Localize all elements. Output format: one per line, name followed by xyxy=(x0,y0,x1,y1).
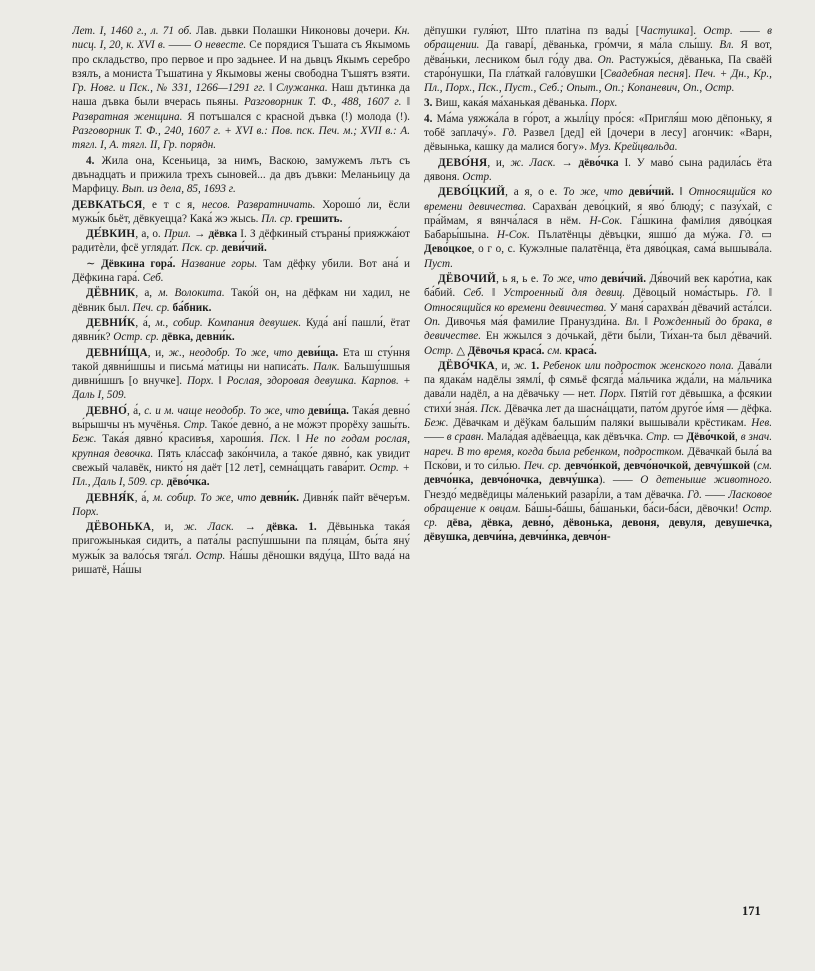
entry-italic: —— О детеныше животного. xyxy=(612,474,772,487)
entry-bold: 1. xyxy=(530,359,540,372)
dictionary-entry xyxy=(424,359,772,545)
entry-italic: Нев. —— в сравн. xyxy=(424,417,772,444)
headword: ДЁВНИК xyxy=(86,287,136,300)
entry-italic: Остр. ср. xyxy=(113,331,159,344)
entry-text: Га́шкина фамілия дяво́цкая Бабары́шына. xyxy=(424,214,772,242)
entry-text: Така́я девно́ вы́рышчы нъ мучёнья. xyxy=(72,404,410,432)
entry-text: Мала́дая адёва́ецца, как дёвъчка. xyxy=(483,431,646,444)
entry-text: , а, xyxy=(135,287,159,300)
entry-text: ]. xyxy=(689,25,704,37)
entry-italic: Палк. xyxy=(313,360,340,373)
entry-italic: Развратная женщина. xyxy=(72,110,183,123)
entry-italic: ж., неодобр. То же, что xyxy=(168,346,293,359)
entry-bold: дёво́чка. xyxy=(166,476,210,489)
entry-text: Дивня́к пайт вёчеръм. xyxy=(299,491,410,504)
entry-text: Пятій гот дёвышка, а фсякии стихи́ зна́я. xyxy=(424,388,772,415)
entry-bold: 3. xyxy=(424,97,433,110)
entry-text: Гнездо́ медвёдицы ма́ленький разарі́ли, а там дёвачка. xyxy=(424,488,688,501)
entry-bold: дёво́чка xyxy=(578,156,619,169)
dictionary-entry xyxy=(72,346,410,403)
entry-italic: Свадебная песня xyxy=(603,67,685,80)
dictionary-entry xyxy=(424,272,772,358)
page-number: 171 xyxy=(742,904,761,918)
headword: ДЕВНИ́ЩА xyxy=(86,346,148,359)
entry-text: Тако́е девно́, а не мо́жэт прорёху зашы́ть. xyxy=(207,419,410,432)
entry-italic: Порх. xyxy=(186,375,214,388)
entry-italic: Муз. Крейцвальда. xyxy=(589,141,678,154)
entry-text: ‖ xyxy=(760,287,772,300)
entry-bold: краса́. xyxy=(564,344,597,357)
entry-bold: деви́ща. xyxy=(308,404,349,417)
entry-text: Да гаварі́, дёванька, гро́мчи, я ма́ла слы́шу. xyxy=(479,39,720,52)
entry-italic: Не по годам рослая, крупная девочка. xyxy=(72,433,410,460)
headword: ДЕВО́НЯ xyxy=(438,156,488,169)
entry-italic: м. Волокита. xyxy=(158,287,225,300)
entry-text: ‖ xyxy=(401,96,410,109)
entry-text: , и, xyxy=(147,346,169,359)
entry-italic: Пуст. xyxy=(424,257,454,270)
entry-italic: Остр. xyxy=(195,549,226,562)
entry-text: Пълатёнцы дёвъцки, яшшо́ да му́жа. xyxy=(529,229,739,242)
entry-italic: м., собир. Компания девушек. xyxy=(155,316,302,329)
entry-text: ( xyxy=(750,459,758,472)
entry-italic: Рослая, здоровая девушка. xyxy=(226,375,357,388)
entry-text: , а, о. xyxy=(135,228,164,241)
entry-text: Ен жжылся з до́чькай, дёти бы́ли, Ти́хан-та был дёвачий. xyxy=(481,330,772,343)
entry-bold: деви́чий. xyxy=(628,186,674,199)
entry-italic: Остр. xyxy=(462,170,492,183)
entry-text: I. У маво́ сына радила́сь ёта дявоня. xyxy=(424,156,772,183)
entry-italic: Ребенок или подросток женского пола. xyxy=(542,359,734,372)
entry-text: ]. xyxy=(684,67,695,80)
entry-bold: Дево́цкое xyxy=(424,243,472,256)
entry-italic: Порх. xyxy=(599,388,627,401)
entry-italic: м. собир. То же, что xyxy=(152,491,257,504)
entry-italic: Н-Сок. xyxy=(496,229,530,242)
entry-text: , и, xyxy=(487,156,511,169)
entry-bold: девчо́нкой, девчо́ночкой, девчу́шкой xyxy=(564,459,751,472)
entry-italic: Пск. ср. xyxy=(181,242,219,255)
entry-italic: Даль I, 509. xyxy=(72,389,127,402)
entry-bold: девни́к. xyxy=(260,491,300,504)
dictionary-entry xyxy=(72,227,410,256)
entry-text: , а́, xyxy=(134,491,153,504)
entry-text: I. З дёфкиный стъраны́ прияжжа́ют радитѐли, фсё угляда́т. xyxy=(72,228,410,255)
entry-italic: О невесте. xyxy=(194,39,247,52)
entry-italic: Оп. xyxy=(424,315,441,328)
entry-bold: 1. xyxy=(308,521,317,534)
dictionary-entry xyxy=(72,24,410,153)
entry-italic: см. xyxy=(547,344,563,357)
entry-italic: Разговорник Т. Ф., 240, 1607 г. + XVI в.: Пов. пск. Печ. м.; XVII в.: А. тягл. I, А. тягл. II, Гр. порядн. xyxy=(72,125,410,152)
entry-text: Там дёфку убили. Вот ана́ и Дёфкина гара́. xyxy=(72,257,410,285)
dictionary-entry xyxy=(72,198,410,227)
entry-italic: Лет. I, 1460 г., л. 71 об. xyxy=(72,25,192,37)
dictionary-entry xyxy=(72,257,410,286)
left-column xyxy=(72,24,410,930)
entry-text: + xyxy=(398,375,410,388)
entry-italic: Разговорник Т. Ф., 488, 1607 г. xyxy=(243,96,402,109)
entry-text: ‖ xyxy=(639,315,654,328)
entry-italic: Остр. —— в обращении. xyxy=(424,25,772,52)
entry-italic: Кн. писц. I, 20, к. XVI в. xyxy=(72,25,410,52)
entry-bold: дёва, дёвка, девно́, дёвонька, девоня, девуля, девушечка, дёвушка, девчи́на, девчи́нка, девчо́н- xyxy=(424,517,772,544)
entry-text: , и, xyxy=(494,359,514,372)
entry-text: У маня́ сарахва́н дёвачий аста́лси. xyxy=(606,301,772,314)
entry-text: Хорошо́ ли, ёсли мужы́к бьёт, дёвкуецца? Кака́ жэ жысь. xyxy=(72,198,410,225)
entry-text xyxy=(298,521,309,533)
entry-text: ‖ xyxy=(483,287,504,300)
entry-text: ‖ xyxy=(673,186,689,199)
entry-text: → xyxy=(555,156,579,169)
entry-bold: дёвка xyxy=(208,228,238,241)
entry-bold: Дёво́чкой xyxy=(686,431,736,444)
entry-text: Дёвачкай была́ ва Пско́ви, и то си́лью. xyxy=(424,445,772,472)
entry-text: Ба́шы-ба́шы, ба́шаньки, ба́си-ба́си, дёвочки! xyxy=(520,502,743,515)
entry-bold: деви́чий. xyxy=(600,273,647,286)
headword: ДЁВОНЬКА xyxy=(86,521,152,534)
entry-text: → xyxy=(233,521,267,534)
entry-text: —— xyxy=(165,39,195,52)
dictionary-entry xyxy=(72,404,410,490)
entry-text: Дава́ли па ядака́м надёлы зямлі́, ф сямьё фсягда́ ма́льчика жда́ли, на ма́льчика дава́ли надёл, а на дёвачьку — нет. xyxy=(424,359,772,401)
entry-italic: Н-Сок. xyxy=(589,214,623,227)
entry-italic: Гр. Новг. и Пск., № 331, 1266—1291 гг. xyxy=(72,82,266,95)
entry-text: , а́, xyxy=(127,404,145,417)
entry-bold: деви́чий. xyxy=(221,242,267,255)
entry-italic: Порх. xyxy=(72,505,99,518)
entry-bold: Дёвкина гора́. xyxy=(101,257,176,270)
entry-italic: Печ. ср. xyxy=(132,301,170,314)
entry-italic: Пск. xyxy=(269,433,291,446)
entry-bold: грешить. xyxy=(296,212,343,225)
entry-italic: Стр. xyxy=(183,419,208,432)
entry-text: Я потъшался с красной дъвка (!) молода (!). xyxy=(182,110,410,123)
entry-text: Развел [дед] ей [дочери в лесу] агончик: «Варн, дёвынька, кашку да малися богу». xyxy=(424,127,772,154)
entry-text: Растужы́ся, дёванька, Па сваёй старо́нушки, Па гла́ткай гало́вушки [ xyxy=(424,53,772,80)
entry-italic: Вл. xyxy=(719,39,734,52)
entry-italic: Частушка xyxy=(639,25,690,37)
entry-italic: Рожденный до брака, в девичестве. xyxy=(424,315,772,343)
dictionary-entry xyxy=(424,112,772,155)
entry-text: Пять кла́ссаф зако́нчила, а тако́е дявно́, как увидит свежый чалавёк, никто́ ня даёт [12 лет], семна́ццать гава́рит. xyxy=(72,447,410,474)
entry-italic: То же, что xyxy=(563,186,623,199)
entry-italic: с. и м. чаще неодобр. То же, что xyxy=(144,404,305,417)
entry-italic: Относящийся ко времени девичества. xyxy=(424,186,772,213)
entry-italic: Относящийся ко времени девичества. xyxy=(424,301,607,314)
entry-italic: Остр. ср. xyxy=(424,502,772,530)
entry-italic: Служанка. xyxy=(276,82,328,95)
entry-text: Виш, кака́я ма́ханькая дёванька. xyxy=(432,97,591,110)
entry-italic: Вып. из дела, 85, 1693 г. xyxy=(121,183,236,196)
entry-text: ▭ xyxy=(753,229,772,242)
dictionary-entry xyxy=(72,491,410,520)
entry-text: Ета ш сту́ння такой дявни́шшы и письма́ ма́тицы ни написа́ть. xyxy=(72,346,410,373)
headword: ДЕВНЯ́К xyxy=(86,491,135,504)
entry-bold: Дёвочья краса́. xyxy=(467,344,545,357)
entry-italic: Беж. xyxy=(72,433,97,446)
dictionary-entry xyxy=(72,316,410,345)
entry-text: Дёвынька така́я пригожынькая сидить, а пата́лы распу́шшыни па пляца́м, бы́та яну́ мужы́к за вало́сья тяга́л. xyxy=(72,521,410,562)
entry-text: Дя́вочий век каро́тиа, как ба́бий. xyxy=(424,273,772,300)
entry-text: ▭ xyxy=(670,431,687,444)
entry-text: , а́, xyxy=(135,316,156,329)
entry-italic: Карпов. xyxy=(361,375,399,388)
entry-italic: Остр. xyxy=(424,344,454,357)
entry-italic: Себ. xyxy=(463,287,484,300)
entry-italic: ж. Ласк. xyxy=(184,521,234,534)
entry-text: Ма́ма уяжжа́ла в го́рот, а жылі́цу про́ся: «Пригля́ш мою дёпоньку, я тобё заплачу́». xyxy=(424,112,772,140)
entry-text: Жила она, Ксеньица, за нимъ, Васкою, замужемъ лътъ съ двънадцать и прижила трехъ сыновей... да двъ дъвки: Меланьицу да Марфицу. xyxy=(72,154,410,196)
entry-text: дёпушки гуля́ют, Што платіна пз вады́ [ xyxy=(424,25,640,37)
entry-text: ). xyxy=(598,474,613,487)
dictionary-entry xyxy=(424,185,772,271)
entry-bold: дёвка, девни́к. xyxy=(161,331,235,344)
entry-text: , а я, о е. xyxy=(505,186,564,199)
entry-text: Я вот, дёва́ньки, лесником был го́ду два. xyxy=(424,39,772,66)
headword: ДЁВОЧИЙ xyxy=(438,273,497,286)
entry-bold: девчо́нка, девчо́ночка, девчу́шка xyxy=(424,474,599,487)
entry-text: ∼ xyxy=(86,257,102,270)
entry-text: Дёвоцый нома́стырь. xyxy=(625,287,747,300)
entry-text: , и, xyxy=(151,521,184,534)
entry-italic: Гд. xyxy=(738,229,754,242)
entry-italic: Печ. + Дн., Кр., Пл., Порх., Пск., Пуст., Себ.; Опыт., Оп.; Копаневич, Оп., Остр. xyxy=(424,67,772,95)
entry-text: Тако́й он, на дёфкам ни хадил, не дёвник был. xyxy=(72,287,410,314)
entry-text xyxy=(437,517,446,529)
entry-text: Така́я дявно́ красивъя, хароши́я. xyxy=(96,433,270,446)
entry-italic: ж. xyxy=(513,359,528,372)
entry-bold: деви́ща. xyxy=(297,346,339,359)
headword: ДЕВО́ЦКИЙ xyxy=(438,186,506,199)
headword: ДЕВКАТЬСЯ xyxy=(72,198,143,211)
dictionary-entry xyxy=(72,520,410,577)
entry-text: Сарахва́н дево́цкий, я яво́ блюду́; с пазу́хай, с пра́ймам, я вянча́лася в нём. xyxy=(424,200,772,227)
entry-italic: см. xyxy=(757,459,772,472)
entry-italic: Пск. xyxy=(480,402,502,415)
entry-bold: 4. xyxy=(86,154,95,167)
entry-text: На́шы дёношки вяду́ца, Што вада́ на ришатё, На́шы xyxy=(72,549,410,576)
entry-text: ‖ xyxy=(265,82,277,95)
entry-text: → xyxy=(190,228,209,241)
entry-italic: Стр. xyxy=(645,431,671,444)
entry-italic: в знач. нареч. В то время, когда была ребенком, подростком. xyxy=(424,431,772,458)
entry-text: Наш дътинка да наша дъвка были вчерась пьяны. xyxy=(72,82,410,109)
entry-text: Бальшу́шшыя дивни́шшъ [о внучке]. xyxy=(72,360,410,388)
entry-italic: несов. Развратничать. xyxy=(201,198,316,211)
entry-italic: Порх. xyxy=(590,97,618,110)
entry-italic: Прил. xyxy=(163,228,191,241)
entry-italic: Гд. xyxy=(502,127,517,140)
entry-italic: То же, что xyxy=(542,273,598,286)
entry-bold: 4. xyxy=(424,112,433,125)
dictionary-entry xyxy=(72,154,410,197)
entry-italic: ж. Ласк. xyxy=(510,156,556,169)
entry-italic: Пл. ср. xyxy=(261,212,294,225)
entry-text: , о г о, с. Кужэлные палатёнца, ёта дяво́цкая, сама́ вышыва́ла. xyxy=(471,243,772,256)
entry-italic: Вл. xyxy=(625,315,640,328)
entry-italic: Остр. + Пл., Даль I, 509. ср. xyxy=(72,461,410,489)
entry-text: Лав. дьвки Полашки Никоновы дочери. xyxy=(191,25,395,37)
entry-italic: Гд. xyxy=(746,287,761,300)
entry-text: Дивочья ма́я фамилие Пранузди́на. xyxy=(440,315,626,328)
right-column xyxy=(424,24,772,930)
dictionary-entry xyxy=(424,96,772,110)
entry-text: , е т с я, xyxy=(142,198,202,211)
entry-text: ‖ xyxy=(213,375,227,388)
entry-text: ‖ xyxy=(290,433,306,446)
entry-text: , xyxy=(735,431,741,444)
entry-text: Дёвачкам и дёўкам бальши́м паляки́ вышыва́ли крёстикам. xyxy=(448,417,752,430)
entry-text: , ь я, ь е. xyxy=(496,273,543,286)
entry-text: Куда́ ані́ пашли́, ётат дявни́к? xyxy=(72,316,410,344)
entry-italic: Гд. —— Ласковое обращение к овцам. xyxy=(424,488,772,515)
dictionary-entry xyxy=(424,156,772,185)
entry-bold: дёвка. xyxy=(266,521,298,534)
entry-text: △ xyxy=(453,344,468,357)
entry-bold: ба́бник. xyxy=(172,301,212,314)
entry-text: Дёвачка лет да шасна́ццати, пато́м друго́е и́мя — дёфка. xyxy=(501,402,772,415)
entry-italic: Себ. xyxy=(142,272,164,285)
entry-italic: Устроенный для девиц. xyxy=(503,287,626,300)
dictionary-entry xyxy=(424,24,772,95)
entry-italic: Беж. xyxy=(424,417,449,430)
headword: ДЕВНИ́К xyxy=(86,316,136,329)
dictionary-entry xyxy=(72,286,410,315)
headword: ДЁВО́ЧКА xyxy=(438,359,495,372)
headword: ДЕВНО́ xyxy=(86,404,128,417)
headword: ДЕ́ВКИН xyxy=(86,228,136,241)
entry-italic: Оп. xyxy=(597,53,615,66)
entry-italic: Название горы. xyxy=(181,257,258,270)
entry-italic: Печ. ср. xyxy=(523,459,562,472)
entry-text: Се порядися Тъшата съ Якымомь про складьство, про первое и про задьнее. И на дьвцъ Якымъ серебро взялъ, а мониста Тъшатина у Якымовы жены свободна Тъшятъ взяти. xyxy=(72,39,410,80)
